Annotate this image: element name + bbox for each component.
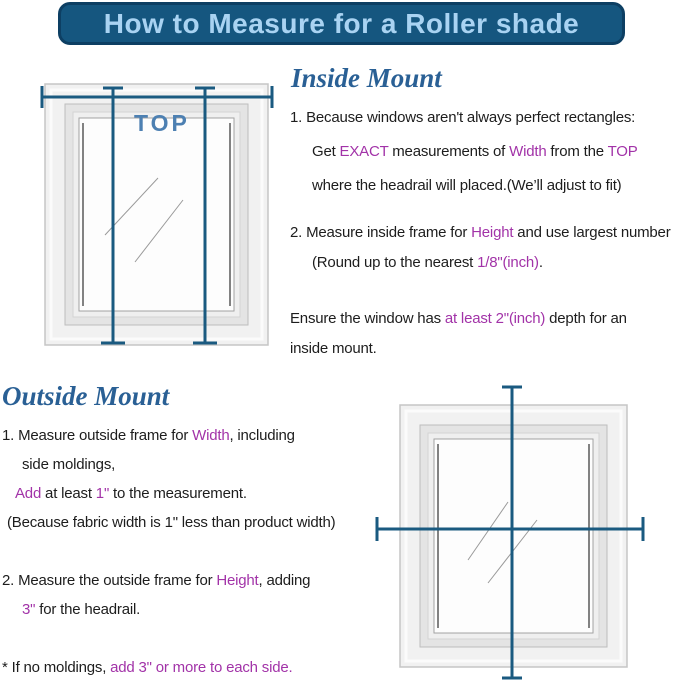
text-line: side moldings, xyxy=(22,456,116,473)
text-line: Ensure the window has at least 2"(inch) depth for an xyxy=(290,310,627,327)
inside-mount-depth-note xyxy=(290,304,627,364)
title-banner xyxy=(58,2,625,45)
inside-mount-step-1 xyxy=(290,101,638,203)
outside-mount-window-diagram xyxy=(370,378,655,685)
no-moldings-footnote xyxy=(2,658,292,678)
text-line: 1. Measure outside frame for Width, including xyxy=(2,427,295,444)
text-line: Add at least 1" to the measurement. xyxy=(15,485,247,502)
top-label: TOP xyxy=(134,110,190,136)
inside-mount-step-2 xyxy=(290,218,671,278)
outside-mount-heading: Outside Mount xyxy=(2,381,170,411)
outside-mount-window-svg xyxy=(370,378,655,685)
page-title: How to Measure for a Roller shade xyxy=(103,7,580,39)
text-line: inside mount. xyxy=(290,340,377,357)
text-line: 1. Because windows aren't always perfect rectangles: xyxy=(290,109,636,126)
text-line: 3" for the headrail. xyxy=(22,601,141,618)
text-line: (Because fabric width is 1" less than product width) xyxy=(7,514,336,531)
text-line: where the headrail will placed.(We’ll adjust to fit) xyxy=(312,177,622,194)
text-line: Get EXACT measurements of Width from the TOP xyxy=(312,143,638,160)
text-line: (Round up to the nearest 1/8"(inch). xyxy=(312,254,543,271)
outside-mount-step-1 xyxy=(2,421,335,537)
text-line: 2. Measure the outside frame for Height, adding xyxy=(2,572,311,589)
outside-mount-step-2 xyxy=(2,566,310,624)
text-line: * If no moldings, add 3" or more to each side. xyxy=(2,659,293,676)
text-line: 2. Measure inside frame for Height and use largest number xyxy=(290,224,671,241)
inside-mount-heading: Inside Mount xyxy=(291,63,442,93)
